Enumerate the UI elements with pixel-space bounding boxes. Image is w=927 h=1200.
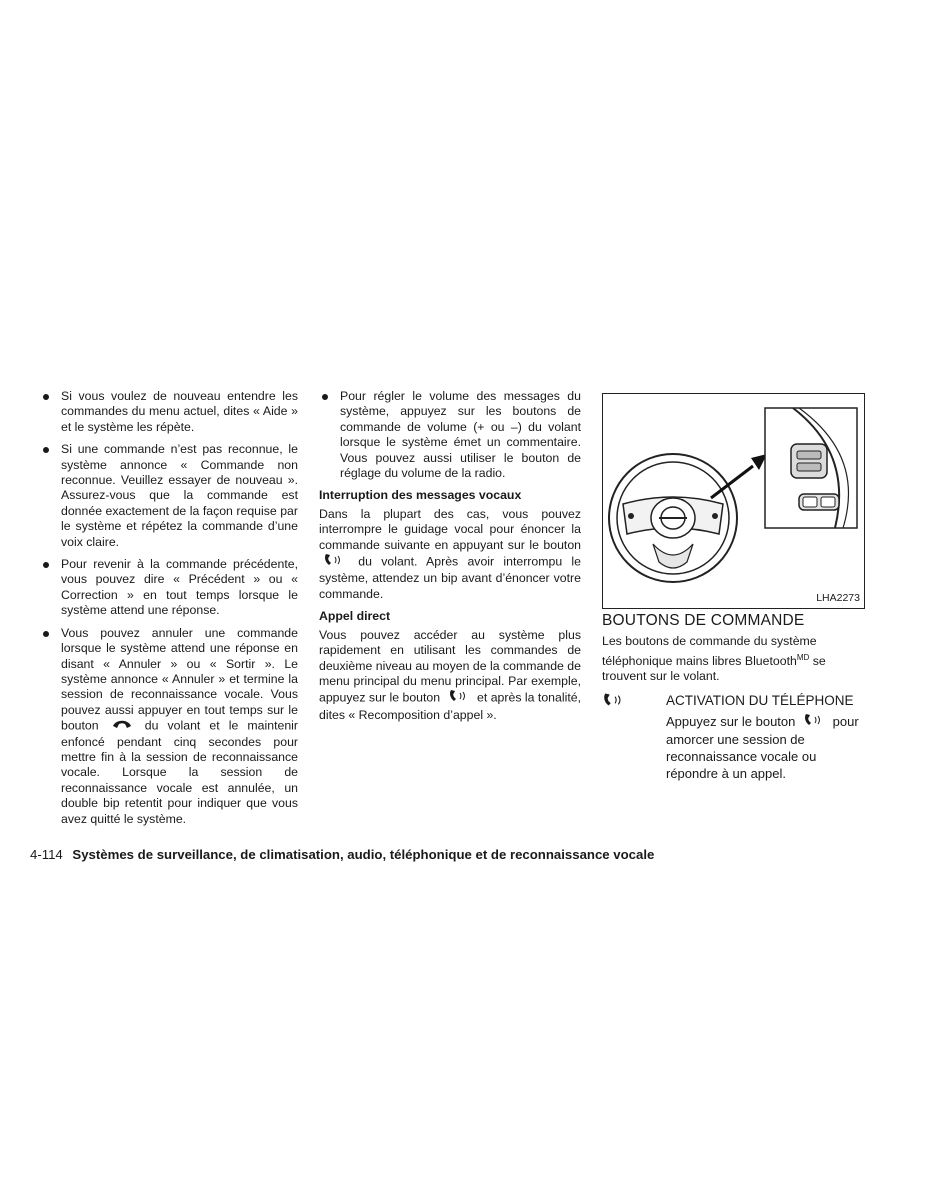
cancel-text: Vous pouvez annuler une commande lorsque le système attend une réponse en disant « Annuler » ou « Sortir ». Le système annonce « Annuler » et termine la session de reconnaissance vocale. Vous pouvez aussi appuyer en tout temps sur le bouton xyxy=(61,625,298,733)
paragraph-text: Appuyez sur le bouton xyxy=(666,713,796,729)
cancel-text-continued: du volant et le maintenir enfoncé pendant cinq secondes pour mettre fin à la session de reconnaissance vocale. Lorsque la session de reconnaissance vocale est annulée, un double bip retentit pour indiquer que vous avez quitté le système. xyxy=(61,718,298,826)
column-middle xyxy=(319,389,581,730)
activation-title: ACTIVATION DU TÉLÉPHONE xyxy=(666,692,854,708)
column-left xyxy=(40,389,298,834)
list-item: Pour revenir à la commande précédente, vous pouvez dire « Précédent » ou « Correction » en tout temps lorsque le système attend une réponse. xyxy=(40,557,298,619)
phone-talk-icon xyxy=(323,553,345,571)
hang-up-icon xyxy=(112,718,132,734)
activation-text xyxy=(666,713,865,783)
section-heading-interruption: Interruption des messages vocaux xyxy=(319,488,522,503)
list-item xyxy=(40,626,298,827)
bullet-list-left xyxy=(40,389,298,827)
steering-wheel-illustration xyxy=(603,394,864,608)
activation-body xyxy=(666,692,865,783)
list-item: Si vous voulez de nouveau entendre les commandes du menu actuel, dites « Aide » et le système les répète. xyxy=(40,389,298,435)
activation-block xyxy=(602,692,865,783)
bullet-list-middle xyxy=(319,389,581,481)
paragraph-direct-call xyxy=(319,628,581,723)
section-heading-direct-call: Appel direct xyxy=(319,609,391,624)
phone-talk-icon xyxy=(448,689,470,707)
chapter-title: Systèmes de surveillance, de climatisation, audio, téléphonique et de reconnaissance vocale xyxy=(72,847,655,862)
paragraph-interruption xyxy=(319,507,581,602)
paragraph-text: Les boutons de commande du système téléphonique mains libres Bluetooth xyxy=(602,634,817,668)
paragraph-text: pour amorcer une session de reconnaissance vocale ou répondre à un appel. xyxy=(666,713,859,782)
list-item: Si une commande n’est pas reconnue, le système annonce « Commande non reconnue. Veuillez essayer de nouveau ». Assurez-vous que la commande est donnée exactement de la façon requise par le système et répétez la commande d’une voix claire. xyxy=(40,442,298,550)
figure-code: LHA2273 xyxy=(816,591,860,604)
page-number: 4-114 xyxy=(30,847,63,862)
page-footer xyxy=(30,847,654,862)
paragraph-text: et après la tonalité, dites « Recomposition d’appel ». xyxy=(319,690,581,722)
intro-paragraph xyxy=(602,634,865,684)
column-right xyxy=(602,389,865,782)
paragraph-text: Dans la plupart des cas, vous pouvez interrompre le guidage vocal pour énoncer la commande suivante en appuyant sur le bouton xyxy=(319,506,581,552)
section-title: BOUTONS DE COMMANDE xyxy=(602,612,805,629)
phone-talk-icon xyxy=(602,692,666,783)
steering-wheel-figure xyxy=(602,393,865,609)
paragraph-text: Vous pouvez accéder au système plus rapidement en utilisant les commandes de deuxième niveau au moyen de la commande de menu principal du menu principal. Par exemple, appuyez sur le bouton xyxy=(319,627,581,705)
phone-talk-icon xyxy=(803,713,825,731)
paragraph-text: se trouvent sur le volant. xyxy=(602,653,826,684)
list-item: Pour régler le volume des messages du système, appuyez sur les boutons de commande de volume (+ ou –) du volant lorsque le système émet un commentaire. Vous pouvez aussi utiliser le bouton de réglage du volume de la radio. xyxy=(319,389,581,481)
paragraph-text: du volant. Après avoir interrompu le système, attendez un bip avant d’énoncer votre commande. xyxy=(319,554,582,601)
trademark-sup: MD xyxy=(796,652,810,662)
